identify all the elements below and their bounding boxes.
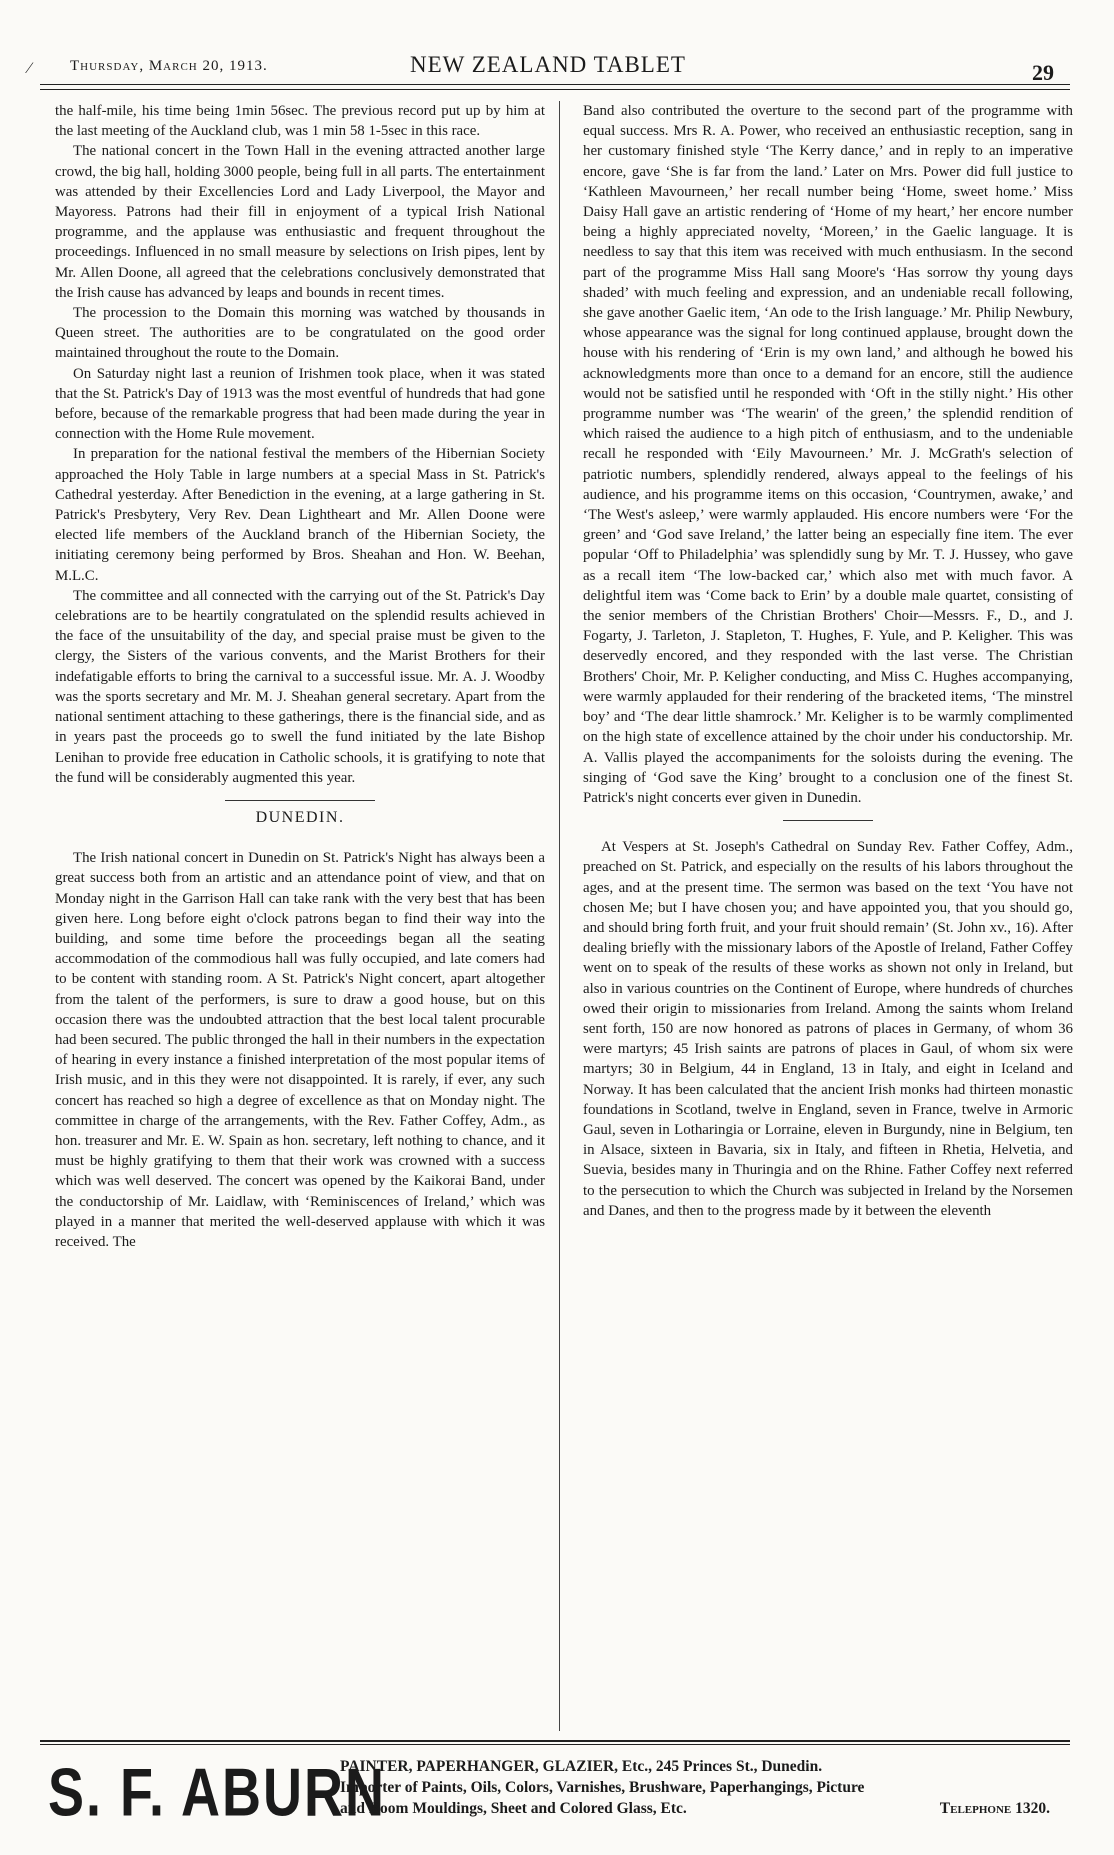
section-rule <box>783 820 873 821</box>
issue-date: Thursday, March 20, 1913. <box>70 58 268 74</box>
paragraph: Band also contributed the overture to the second part of the programme with equal success. Mrs R. A. Power, who received an enthusiastic reception, sang in her customary finished style ‘The Kerry dance,’ and in reply to an imperative encore, gave ‘She is far from the land.’ Later on Mrs. Power did full justice to ‘Kathleen Mavourneen,’ her recall number being ‘Home, sweet home.’ Miss Daisy Hall gave an artistic rendering of ‘Home of my heart,’ her encore number being a highly appreciated novelty, ‘Moreen,’ in the Gaelic language. It is needless to say that this item was received with much enthusiasm. In the second part of the programme Miss Hall sang Moore's ‘Has sorrow thy young days shaded’ with much feeling and expression, and an undeniable recall following, she gave another Gaelic item, ‘An ode to the Irish language.’ Mr. Philip Newbury, whose appearance was the signal for long continued applause, brought down the house with his rendering of ‘Erin is my own land,’ and although he bowed his acknowledgments more than once to a demand for an encore, still the audience would not be satisfied until he responded with ‘Oft in the stilly night.’ His other programme number was ‘The wearin' of the green,’ the splendid rendition of which raised the audience to a high pitch of enthusiasm, and to the undeniable recall he responded with ‘Eily Mavourneen.’ Mr. J. McGrath's selection of patriotic numbers, splendidly rendered, always appeal to the feelings of his audience, and his programme items on this occasion, ‘Countrymen, awake,’ and ‘The West's asleep,’ were warmly applauded. His encore numbers were ‘For the green’ and ‘God save Ireland,’ the latter being an especially fine item. The ever popular ‘Off to Philadelphia’ was splendidly sung by Mr. T. J. Hussey, who gave as a recall item ‘The low-backed car,’ which also met with much favor. A delightful item was ‘Come back to Erin’ by a double male quartet, consisting of the senior members of the Christian Brothers' Choir—Messrs. F., D., and J. Fogarty, J. Tarleton, J. Stapleton, T. Hughes, F. Yule, and P. Keligher. This was deservedly encored, and they responded with the last verse. The Christian Brothers' Choir, Mr. P. Keligher conducting, and Miss C. Hughes accompanying, were warmly applauded for their rendering of the bracketed items, ‘The minstrel boy’ and ‘The dear little shamrock.’ Mr. Keligher is to be warmly complimented on the high state of excellence attained by the choir under his conductorship. Mr. A. Vallis played the accompaniments for the soloists during the evening. The singing of ‘God save the King’ brought to a conclusion one of the finest St. Patrick's night concerts ever given in Dunedin. <box>583 103 1073 806</box>
paragraph: At Vespers at St. Joseph's Cathedral on Sunday Rev. Father Coffey, Adm., preached on St. Patrick, and especially on the results of his labors throughout the ages, and at the present time. The sermon was based on the text ‘You have not chosen Me; but I have chosen you; and have appointed you, that you should go, and should bring forth fruit, and your fruit should remain’ (St. John xv., 16). After dealing briefly with the missionary labors of the Apostle of Ireland, Father Coffey went on to speak of the results of these works as shown not only in Ireland, but also in various countries on the Continent of Europe, where hundreds of churches owed their origin to missionaries from Ireland. Among the saints whom Ireland sent forth, 150 are now honored as patrons of places in Germany, of whom 36 were martyrs; 45 Irish saints are patrons of places in Gaul, of whom six were martyrs; 30 in Belgium, 44 in England, 13 in Italy, and eight in Iceland and Norway. It has been calculated that the ancient Irish monks had thirteen monastic foundations in Scotland, twelve in England, seven in France, twelve in Armoric Gaul, seven in Lotharingia or Lorraine, eleven in Burgundy, nine in Belgium, ten in Alsace, sixteen in Bavaria, six in Italy, and fifteen in Rhetia, Helvetia, and Suevia, besides many in Thuringia and on the Rhine. Father Coffey next referred to the persecution to which the Church was subjected in Ireland by the Norsemen and Danes, and then to the progress made by it between the eleventh <box>583 839 1073 1219</box>
advertisement <box>40 1750 1070 1850</box>
margin-mark: ⁄ <box>28 60 31 77</box>
masthead <box>28 44 1070 88</box>
section-heading: DUNEDIN. <box>55 808 545 828</box>
paragraph: The national concert in the Town Hall in the evening attracted another large crowd, the big hall, holding 3000 people, being full in all parts. The entertainment was attended by their Excellencies Lord and Lady Liverpool, the Mayor and Mayoress. Patrons had their fill in enjoyment of a typical Irish National programme, and the applause was enthusiastic and frequent throughout the proceedings. Influenced in no small measure by selections on Irish pipes, lent by Mr. Allen Doone, all agreed that the celebrations conclusively demonstrated that the Irish cause has advanced by leaps and bounds in recent times. <box>55 143 545 301</box>
header-rule <box>40 84 1070 85</box>
paragraph: The procession to the Domain this morning was watched by thousands in Queen street. The authorities are to be congratulated on the good order maintained throughout the route to the Domain. <box>55 305 545 362</box>
advert-line: PAINTER, PAPERHANGER, GLAZIER, Etc., 245 Princes St., Dunedin. <box>340 1758 823 1775</box>
right-column <box>583 101 1073 1731</box>
paragraph: In preparation for the national festival the members of the Hibernian Society approached the Holy Table in large numbers at a special Mass in St. Patrick's Cathedral yesterday. After Benediction in the evening, at a large gathering in St. Patrick's Presbytery, Very Rev. Dean Lightheart and Mr. Allen Doone were elected life members of the Auckland branch of the Hibernian Society, the initiating ceremony being performed by Bros. Sheahan and Hon. W. Beehan, M.L.C. <box>55 446 545 584</box>
left-column <box>55 101 545 1731</box>
advert-brand: S. F. ABURN <box>48 1755 387 1831</box>
column-divider <box>559 101 560 1731</box>
advert-line: Importer of Paints, Oils, Colors, Varnishes, Brushware, Paperhangings, Picture <box>340 1779 865 1796</box>
page-number: 29 <box>1032 60 1054 85</box>
advert-text <box>340 1756 1070 1819</box>
advert-telephone: Telephone 1320. <box>939 1800 1050 1817</box>
advert-rule <box>40 1740 1070 1742</box>
advert-line-text: and Room Mouldings, Sheet and Colored Glass, Etc. <box>340 1800 687 1817</box>
advert-rule-thin <box>40 1744 1070 1745</box>
paragraph: On Saturday night last a reunion of Irishmen took place, when it was stated that the St. Patrick's Day of 1913 was the most eventful of hundreds that had gone before, because of the remarkable progress that had been made during the year in connection with the Home Rule movement. <box>55 365 545 443</box>
paragraph: The committee and all connected with the carrying out of the St. Patrick's Day celebrations are to be heartily congratulated on the splendid results achieved in the face of the unsuitability of the day, and special praise must be given to the clergy, the Sisters of the various convents, and the Marist Brothers for their indefatigable efforts to bring the carnival to a successful issue. Mr. A. J. Woodby was the sports secretary and Mr. M. J. Sheahan general secretary. Apart from the national sentiment attaching to these gatherings, there is the financial side, and as in years past the proceeds go to swell the fund initiated by the late Bishop Lenihan to provide free education in Catholic schools, it is gratifying to note that the fund will be considerably augmented this year. <box>55 587 545 786</box>
paper-title: NEW ZEALAND TABLET <box>410 52 686 77</box>
paragraph: The Irish national concert in Dunedin on St. Patrick's Night has always been a great success both from an artistic and an attendance point of view, and that on Monday night in the Garrison Hall can take rank with the very best that has been given here. Long before eight o'clock patrons began to find their way into the building, and some time before the proceedings began all the seating accommodation of the commodious hall was fully occupied, and late comers had to be content with standing room. A St. Patrick's Night concert, apart altogether from the talent of the performers, is sure to draw a good house, but on this occasion there was the undoubted attraction that the best local talent procurable had been secured. The public thronged the hall in their numbers in the expectation of hearing in every instance a finished interpretation of the most popular items of Irish music, and in this they were not disappointed. It is rarely, if ever, any such concert has reached so high a degree of excellence as that on Monday night. The committee in charge of the arrangements, with the Rev. Father Coffey, Adm., as hon. treasurer and Mr. E. W. Spain as hon. secretary, left nothing to chance, and it must be highly gratifying to them that their work was crowned with a success which was well deserved. The concert was opened by the Kaikorai Band, under the conductorship of Mr. Laidlaw, with ‘Reminiscences of Ireland,’ which was played in a manner that merited the well-deserved applause with which it was received. The <box>55 850 545 1250</box>
advert-line <box>340 1798 1070 1819</box>
paragraph: the half-mile, his time being 1min 56sec. The previous record put up by him at the last meeting of the Auckland club, was 1 min 58 1-5sec in this race. <box>55 103 545 140</box>
header-rule-thin <box>40 89 1070 90</box>
